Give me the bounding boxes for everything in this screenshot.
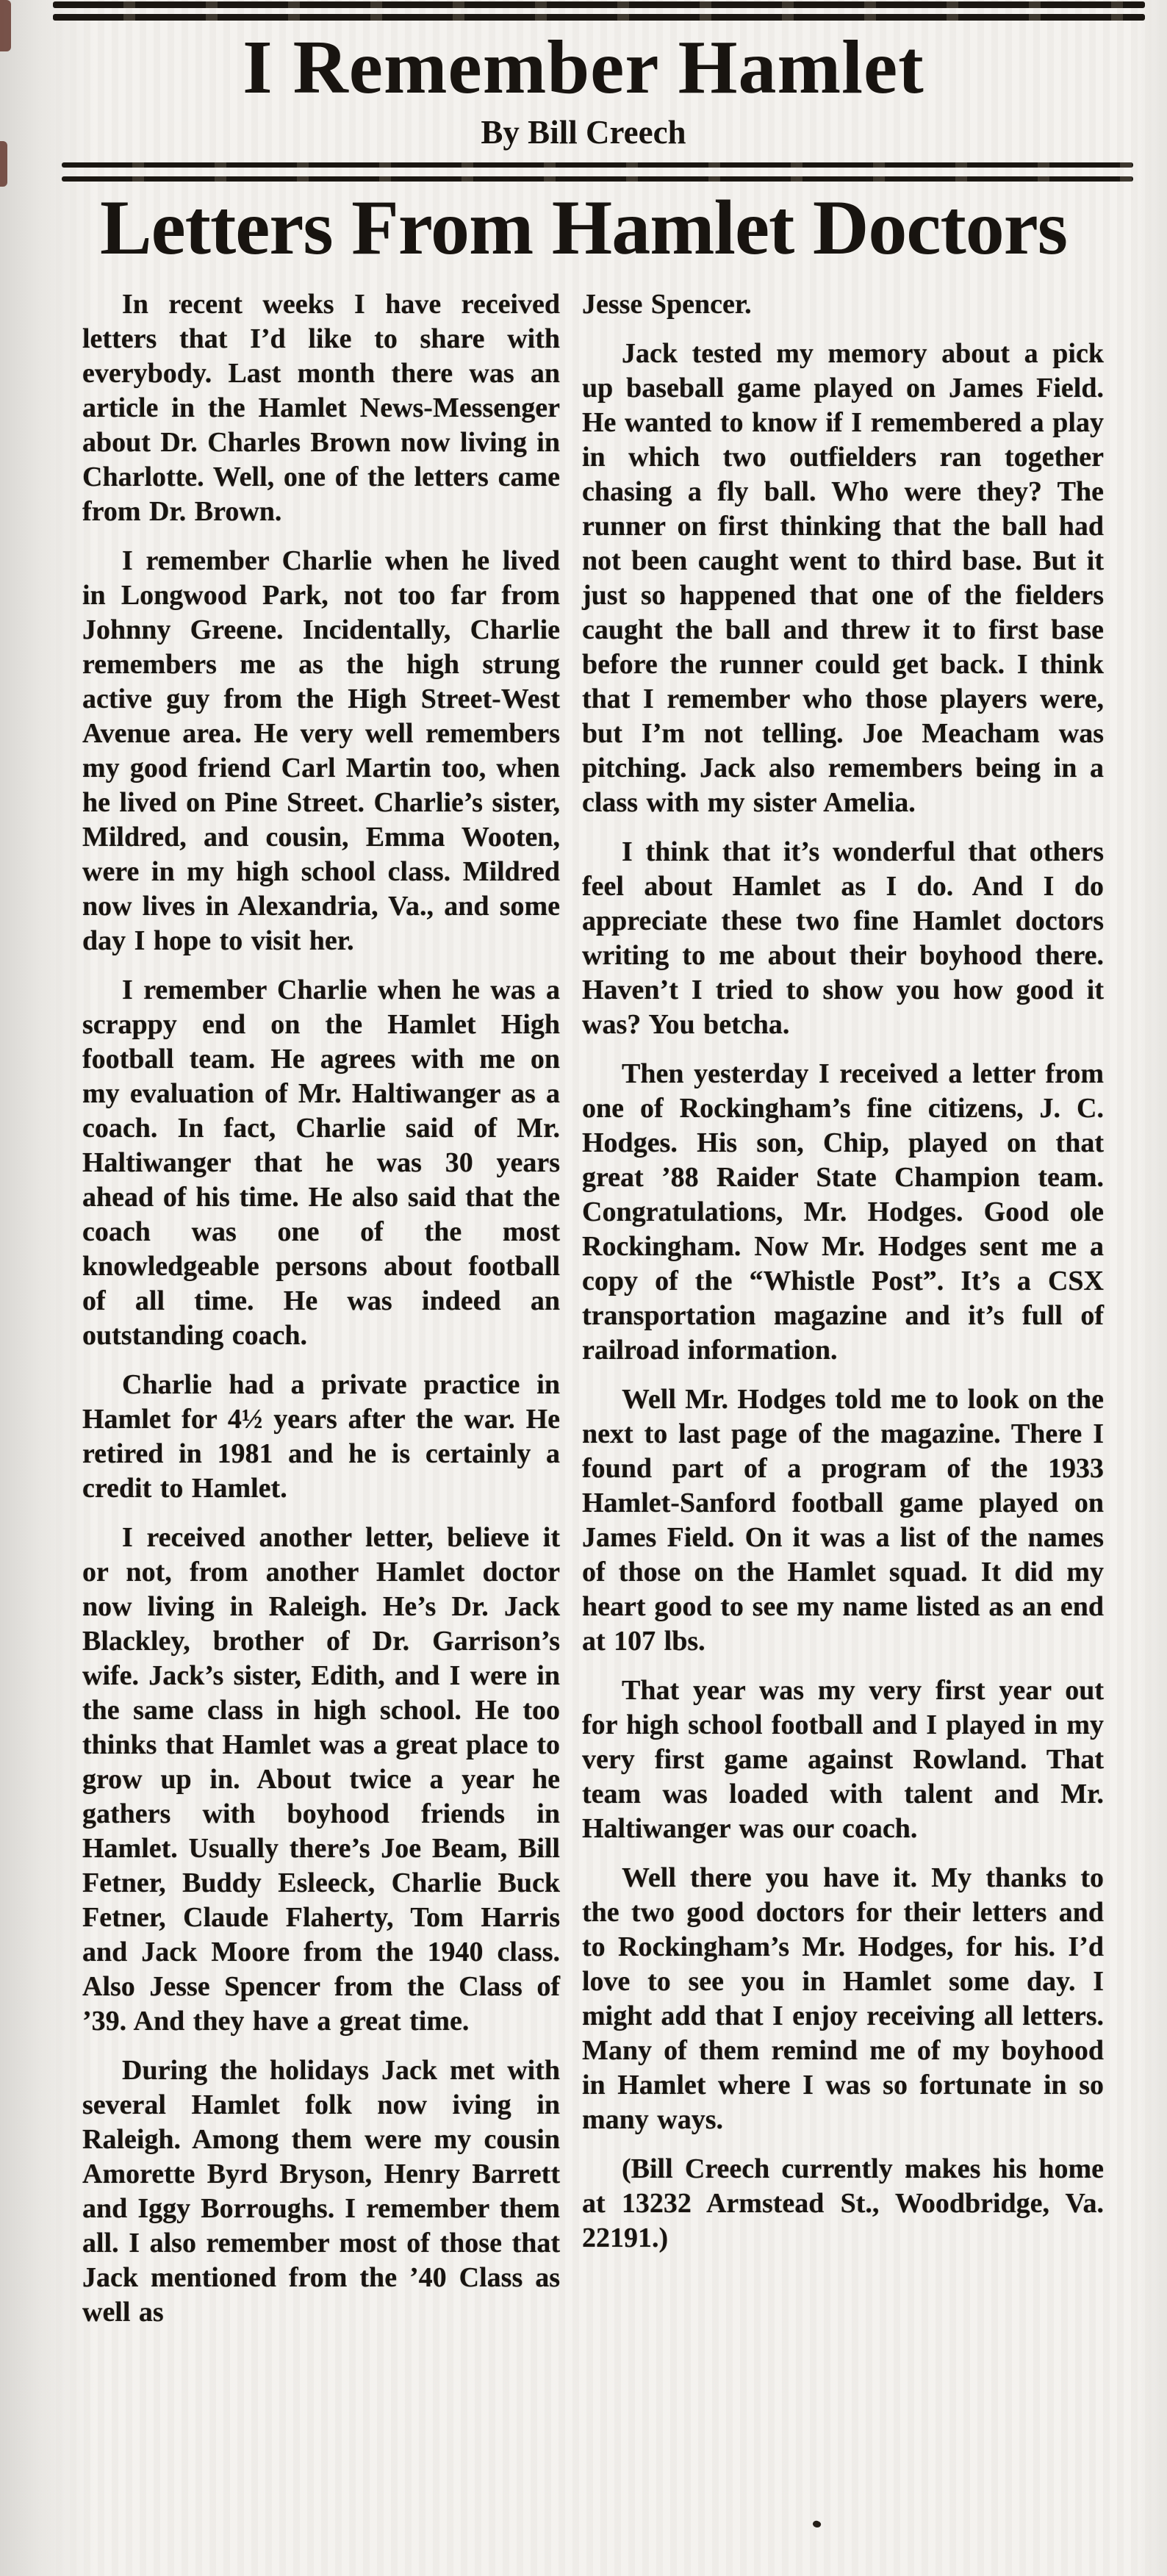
paragraph: I remember Charlie when he was a scrappy end on the Hamlet High football team. He agrees with me on my evaluation of Mr. Haltiwanger as a coach. In fact, Charlie said of Mr. Haltiwanger that he was 30 years ahead of his time. He also said that the coach was one of the most knowledgeable persons about football of all time. He was indeed an outstanding coach. [82,975,560,1351]
paragraph: I received another letter, believe it or not, from another Hamlet doctor now living in Raleigh. He’s Dr. Jack Blackley, brother of Dr. Garrison’s wife. Jack’s sister, Edith, and I were in the same class in high school. He too thinks that Hamlet was a great place to grow up in. About twice a year he gathers with boyhood friends in Hamlet. Usually there’s Joe Beam, Bill Fetner, Buddy Esleeck, Charlie Buck Fetner, Claude Flaherty, Tom Harris and Jack Moore from the 1940 class. Also Jesse Spencer from the Class of ’39. And they have a great time. [82,1522,560,2037]
closing-note: (Bill Creech currently makes his home at 13232 Armstead St., Woodbridge, Va. 22191.) [582,2153,1104,2253]
paragraph: Well there you have it. My thanks to the two good doctors for their letters and to Rockingham’s Mr. Hodges, for his. I’d love to see you in Hamlet some day. I might add that I enjoy receiving all letters. Many of them remind me of my boyhood in Hamlet where I was so fortunate in so many ways. [582,1862,1104,2135]
right-column [582,287,1104,2344]
paragraph: During the holidays Jack met with several Hamlet folk now iving in Raleigh. Among them were my cousin Amorette Byrd Bryson, Henry Barrett and Iggy Borroughs. I remember them all. I also remember most of those that Jack mentioned from the ’40 Class as well as [82,2055,560,2328]
left-column [82,287,560,2344]
masthead-title: I Remember Hamlet [243,25,924,110]
top-double-rule [53,1,1145,21]
article-body [0,267,1167,2344]
paragraph: Jack tested my memory about a pick up baseball game played on James Field. He wanted to know if I remembered a play in which two outfielders ran together chasing a fly ball. Who were they? The runner on first thinking that the ball had not been caught went to third base. But it just so happened that one of the fielders caught the ball and threw it to first base before the runner could get back. I think that I remember who those players were, but I’m not telling. Joe Meacham was pitching. Jack also remembers being in a class with my sister Amelia. [582,338,1104,818]
paragraph: I remember Charlie when he lived in Longwood Park, not too far from Johnny Greene. Incidentally, Charlie remembers me as the high strung active guy from the High Street-West Avenue area. He very well remembers my good friend Carl Martin too, when he lived on Pine Street. Charlie’s sister, Mildred, and cousin, Emma Wooten, were in my high school class. Mildred now lives in Alexandria, Va., and some day I hope to visit her. [82,545,560,956]
paragraph: Charlie had a private practice in Hamlet for 4½ years after the war. He retired in 1981 and he is certainly a credit to Hamlet. [82,1369,560,1504]
paragraph: That year was my very first year out for high school football and I played in my very first game against Rowland. That team was loaded with talent and Mr. Haltiwanger was our coach. [582,1675,1104,1844]
rule-line [62,176,1133,182]
paragraph: In recent weeks I have received letters that I’d like to share with everybody. Last month there was an article in the Hamlet News-Messenger about Dr. Charles Brown now living in Charlotte. Well, one of the letters came from Dr. Brown. [82,289,560,527]
paragraph: I think that it’s wonderful that others feel about Hamlet as I do. And I do appreciate these two fine Hamlet doctors writing to me about their boyhood there. Haven’t I tried to show you how good it was? You betcha. [582,836,1104,1040]
paragraph-continuation: Jesse Spencer. [582,289,752,320]
rule-line [53,1,1145,8]
rule-line [53,14,1145,21]
scan-edge-artifact [0,0,11,51]
headline: Letters From Hamlet Doctors [99,184,1068,270]
byline: By Bill Creech [481,114,686,151]
ink-speck [812,2519,822,2529]
paragraph: Then yesterday I received a letter from one of Rockingham’s fine citizens, J. C. Hodges. His son, Chip, played on that great ’88 Raider State Champion team. Congratulations, Mr. Hodges. Good ole Rockingham. Now Mr. Hodges sent me a copy of the “Whistle Post”. It’s a CSX transportation magazine and it’s full of railroad information. [582,1058,1104,1366]
paragraph: Well Mr. Hodges told me to look on the next to last page of the magazine. There I found part of a program of the 1933 Hamlet-Sanford football game played on James Field. On it was a list of the names of those on the Hamlet squad. It did my heart good to see my name listed as an end at 107 lbs. [582,1384,1104,1657]
rule-line [62,162,1133,168]
scan-edge-artifact [0,141,7,187]
divider-double-rule [62,162,1133,182]
